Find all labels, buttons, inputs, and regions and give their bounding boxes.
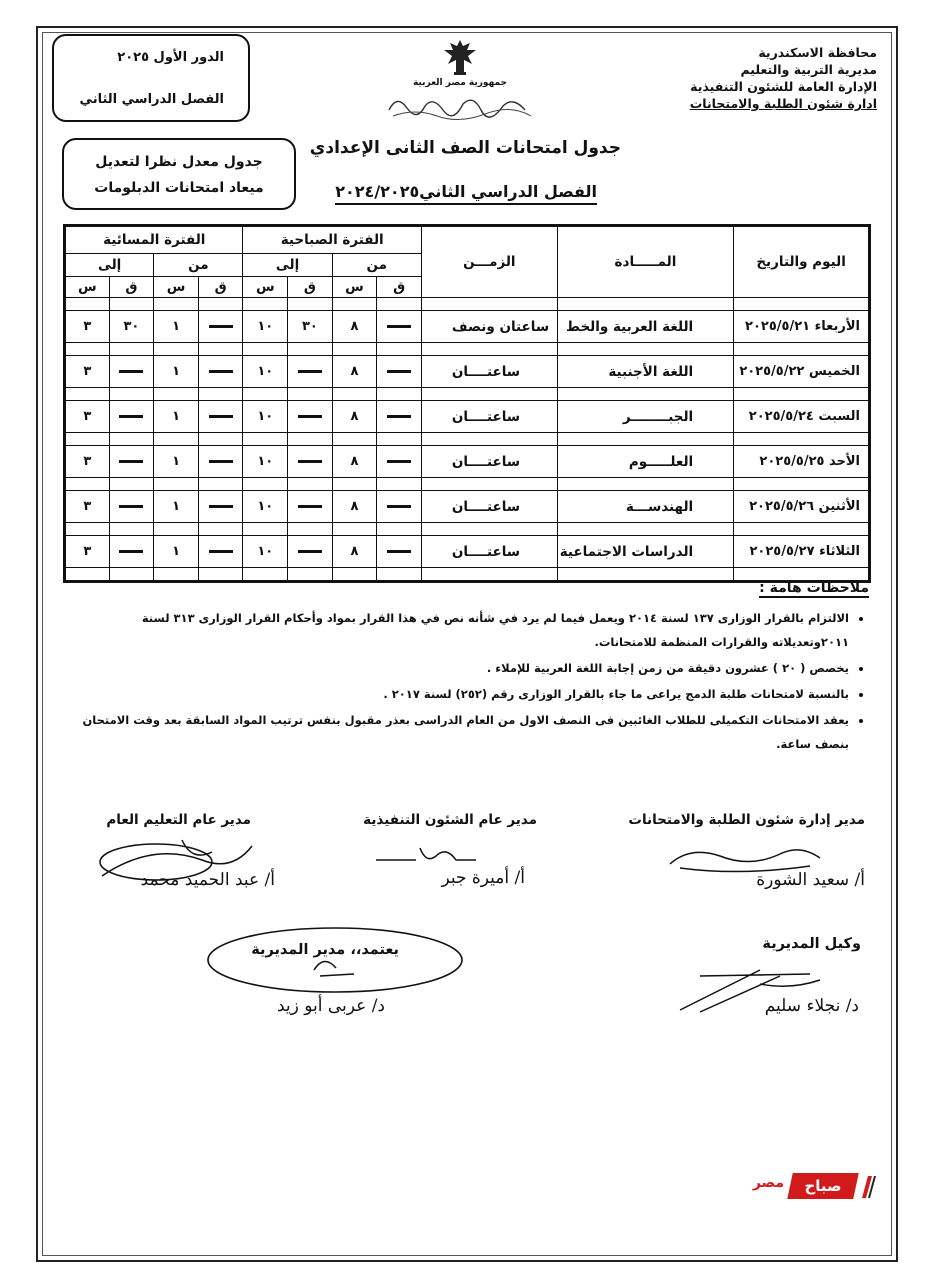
cell-evening-from-minutes <box>198 446 243 478</box>
date-value: ٢٠٢٥/٥/٢٢ <box>739 364 805 379</box>
date-value: ٢٠٢٥/٥/٢١ <box>745 319 811 334</box>
empty-dash <box>387 550 411 553</box>
empty-dash <box>387 370 411 373</box>
day-name: الأثنين <box>818 499 860 514</box>
cell-evening-to-minutes <box>109 536 154 568</box>
empty-dash <box>209 550 233 553</box>
empty-dash <box>387 325 411 328</box>
signer-name: أ/ عبد الحميد محمد <box>140 870 275 890</box>
cell-evening-to-hours: ٣ <box>65 536 110 568</box>
signer-name: د/ عربى أبو زيد <box>276 996 385 1016</box>
signer-name: أ/ أميرة جبر <box>441 868 525 888</box>
cell-morning-to-minutes <box>288 356 333 388</box>
header-minutes: ق <box>198 277 243 298</box>
table-row <box>65 536 870 568</box>
empty-dash <box>298 550 322 553</box>
cell-evening-from-hours: ١ <box>154 356 199 388</box>
empty-dash <box>209 415 233 418</box>
signer-title: وكيل المديرية <box>762 936 861 952</box>
cell-evening-from-hours: ١ <box>154 311 199 343</box>
cell-morning-to-hours: ١٠ <box>243 446 288 478</box>
empty-dash <box>387 505 411 508</box>
cell-evening-to-hours: ٣ <box>65 446 110 478</box>
header-hours: س <box>65 277 110 298</box>
cell-evening-to-hours: ٣ <box>65 311 110 343</box>
day-name: الأربعاء <box>814 319 860 334</box>
cell-subject: العلـــــوم <box>557 446 733 478</box>
cell-evening-to-minutes <box>109 446 154 478</box>
table-row <box>65 446 870 478</box>
empty-dash <box>209 325 233 328</box>
cell-subject: اللغة العربية والخط <box>557 311 733 343</box>
cell-evening-to-minutes <box>109 356 154 388</box>
cell-morning-from-minutes <box>377 401 422 433</box>
cell-date <box>734 446 870 478</box>
signer-title: مدير عام التعليم العام <box>106 812 251 828</box>
signer-name: أ/ سعيد الشورة <box>756 870 865 890</box>
note-item: • الالتزام بالقرار الوزارى ١٣٧ لسنة ٢٠١٤ ويعمل فيما لم يرد في شأنه نص في هذا القرار بمواد وأحكام القرار الوزارى ٣١٣ لسنة ٢٠١١وتعديلاته والقرارات المنظمة للامتحانات. <box>81 606 849 654</box>
note-item: • يخصص ( ٢٠ ) عشرون دقيقة من زمن إجابة اللغة العربية للإملاء . <box>81 656 849 680</box>
header-from: من <box>154 254 243 277</box>
cell-evening-to-minutes: ٣٠ <box>109 311 154 343</box>
empty-dash <box>298 415 322 418</box>
cell-morning-to-hours: ١٠ <box>243 491 288 523</box>
cell-evening-from-minutes <box>198 491 243 523</box>
cell-subject: الهندســـة <box>557 491 733 523</box>
empty-dash <box>119 505 143 508</box>
header-to: إلى <box>65 254 154 277</box>
signer-name: د/ نجلاء سليم <box>764 996 859 1016</box>
cell-evening-from-minutes <box>198 536 243 568</box>
empty-dash <box>298 505 322 508</box>
exam-schedule-table <box>63 224 871 583</box>
cell-subject: اللغة الأجنبية <box>557 356 733 388</box>
empty-dash <box>209 505 233 508</box>
approver-title: يعتمد،، مدير المديرية <box>251 942 399 958</box>
cell-duration: ساعتــــان <box>421 491 557 523</box>
cell-duration: ساعتــــان <box>421 356 557 388</box>
cell-morning-to-hours: ١٠ <box>243 356 288 388</box>
header-hours: س <box>243 277 288 298</box>
logo-masr: مصر <box>752 1175 784 1191</box>
header-to: إلى <box>243 254 332 277</box>
cell-morning-to-minutes <box>288 446 333 478</box>
cell-date <box>734 311 870 343</box>
empty-dash <box>209 370 233 373</box>
eagle-icon <box>440 38 480 76</box>
cell-evening-from-minutes <box>198 356 243 388</box>
header-minutes: ق <box>288 277 333 298</box>
emblem <box>380 38 540 120</box>
cell-evening-from-minutes <box>198 401 243 433</box>
header-from: من <box>332 254 421 277</box>
cell-morning-from-minutes <box>377 491 422 523</box>
table-row <box>65 401 870 433</box>
cell-evening-from-hours: ١ <box>154 536 199 568</box>
date-value: ٢٠٢٥/٥/٢٤ <box>748 409 814 424</box>
signature-mark <box>366 838 486 872</box>
issuer-header <box>647 44 877 112</box>
header-subject: المـــــادة <box>557 226 733 298</box>
cell-duration: ساعتان ونصف <box>421 311 557 343</box>
note-line: جدول معدل نظرا لتعديل <box>95 154 263 170</box>
approval-stamp-circle <box>204 924 466 996</box>
header-evening: الفترة المسائية <box>65 226 243 254</box>
cell-morning-from-hours: ٨ <box>332 491 377 523</box>
note-item: • بالنسبة لامتحانات طلبة الدمج يراعى ما جاء بالقرار الوزارى رقم (٢٥٢) لسنة ٢٠١٧ . <box>81 682 849 706</box>
cell-subject: الدراسات الاجتماعية <box>557 536 733 568</box>
day-name: الخميس <box>808 364 860 379</box>
cell-subject: الجبــــــــر <box>557 401 733 433</box>
cell-evening-to-minutes <box>109 491 154 523</box>
header-hours: س <box>332 277 377 298</box>
cell-duration: ساعتــــان <box>421 446 557 478</box>
slash-bars-icon <box>862 1176 876 1198</box>
cell-date <box>734 536 870 568</box>
table-row <box>65 491 870 523</box>
signer-title: مدير عام الشئون التنفيذية <box>363 812 537 828</box>
header-date: اليوم والتاريخ <box>734 226 870 298</box>
issuer-line: الإدارة العامة للشئون التنفيذية <box>690 79 877 94</box>
empty-dash <box>387 460 411 463</box>
cell-evening-from-minutes <box>198 311 243 343</box>
cell-duration: ساعتــــان <box>421 401 557 433</box>
empty-dash <box>387 415 411 418</box>
cell-morning-from-minutes <box>377 536 422 568</box>
cell-morning-to-minutes <box>288 401 333 433</box>
amendment-note-box <box>62 138 296 210</box>
emblem-caption: جمهورية مصر العربية <box>412 78 508 88</box>
cell-morning-to-hours: ١٠ <box>243 401 288 433</box>
cell-duration: ساعتــــان <box>421 536 557 568</box>
publisher-logo <box>736 1170 876 1202</box>
page-title: جدول امتحانات الصف الثانى الإعدادي <box>309 138 621 158</box>
cell-evening-to-hours: ٣ <box>65 356 110 388</box>
notes-list <box>81 606 871 758</box>
header-minutes: ق <box>377 277 422 298</box>
cell-evening-from-hours: ١ <box>154 446 199 478</box>
cell-morning-from-hours: ٨ <box>332 446 377 478</box>
date-value: ٢٠٢٥/٥/٢٥ <box>759 454 825 469</box>
cell-morning-from-hours: ٨ <box>332 311 377 343</box>
header-minutes: ق <box>109 277 154 298</box>
logo-sabah: صباح <box>787 1173 859 1199</box>
issuer-line: مديرية التربية والتعليم <box>740 62 877 77</box>
day-name: الأحد <box>828 454 860 469</box>
round-label: الدور الأول ٢٠٢٥ <box>117 50 224 65</box>
date-value: ٢٠٢٥/٥/٢٧ <box>749 544 815 559</box>
table-row <box>65 356 870 388</box>
cell-morning-to-hours: ١٠ <box>243 536 288 568</box>
cell-morning-to-minutes <box>288 491 333 523</box>
date-value: ٢٠٢٥/٥/٢٦ <box>749 499 815 514</box>
table-row <box>65 311 870 343</box>
signer-title: مدير إدارة شئون الطلبة والامتحانات <box>628 812 865 828</box>
empty-dash <box>119 550 143 553</box>
note-item: • يعقد الامتحانات التكميلى للطلاب الغائبين فى النصف الاول من العام الدراسى بعذر مقبول بنفس ترتيب المواد السابقة بعد وقت الامتحان بنصف ساعة. <box>81 708 849 756</box>
cell-morning-from-minutes <box>377 356 422 388</box>
cell-morning-from-hours: ٨ <box>332 536 377 568</box>
cell-morning-to-minutes: ٣٠ <box>288 311 333 343</box>
cell-morning-from-minutes <box>377 446 422 478</box>
cell-morning-from-hours: ٨ <box>332 356 377 388</box>
cell-evening-to-minutes <box>109 401 154 433</box>
note-line: ميعاد امتحانات الدبلومات <box>94 180 264 196</box>
cell-evening-from-hours: ١ <box>154 401 199 433</box>
empty-dash <box>119 460 143 463</box>
empty-dash <box>298 370 322 373</box>
cell-evening-to-hours: ٣ <box>65 401 110 433</box>
empty-dash <box>298 460 322 463</box>
header-hours: س <box>154 277 199 298</box>
cell-morning-to-minutes <box>288 536 333 568</box>
header-morning: الفترة الصباحية <box>243 226 421 254</box>
header-duration: الزمـــن <box>421 226 557 298</box>
stamp-scribble <box>385 88 535 122</box>
cell-date <box>734 401 870 433</box>
cell-evening-from-hours: ١ <box>154 491 199 523</box>
empty-dash <box>119 370 143 373</box>
cell-evening-to-hours: ٣ <box>65 491 110 523</box>
cell-date <box>734 356 870 388</box>
day-name: الثلاثاء <box>819 544 860 559</box>
cell-morning-from-minutes <box>377 311 422 343</box>
day-name: السبت <box>818 409 860 424</box>
empty-dash <box>209 460 233 463</box>
issuer-line: ادارة شئون الطلبة والامتحانات <box>689 96 877 111</box>
empty-dash <box>119 415 143 418</box>
notes-title: ملاحظات هامة : <box>759 580 869 596</box>
exam-round-box <box>52 34 250 122</box>
cell-morning-to-hours: ١٠ <box>243 311 288 343</box>
cell-morning-from-hours: ٨ <box>332 401 377 433</box>
cell-date <box>734 491 870 523</box>
page-subtitle: الفصل الدراسي الثاني٢٠٢٤/٢٠٢٥ <box>335 182 597 205</box>
issuer-line: محافظة الاسكندرية <box>758 45 877 60</box>
semester-label: الفصل الدراسي الثاني <box>79 92 224 107</box>
